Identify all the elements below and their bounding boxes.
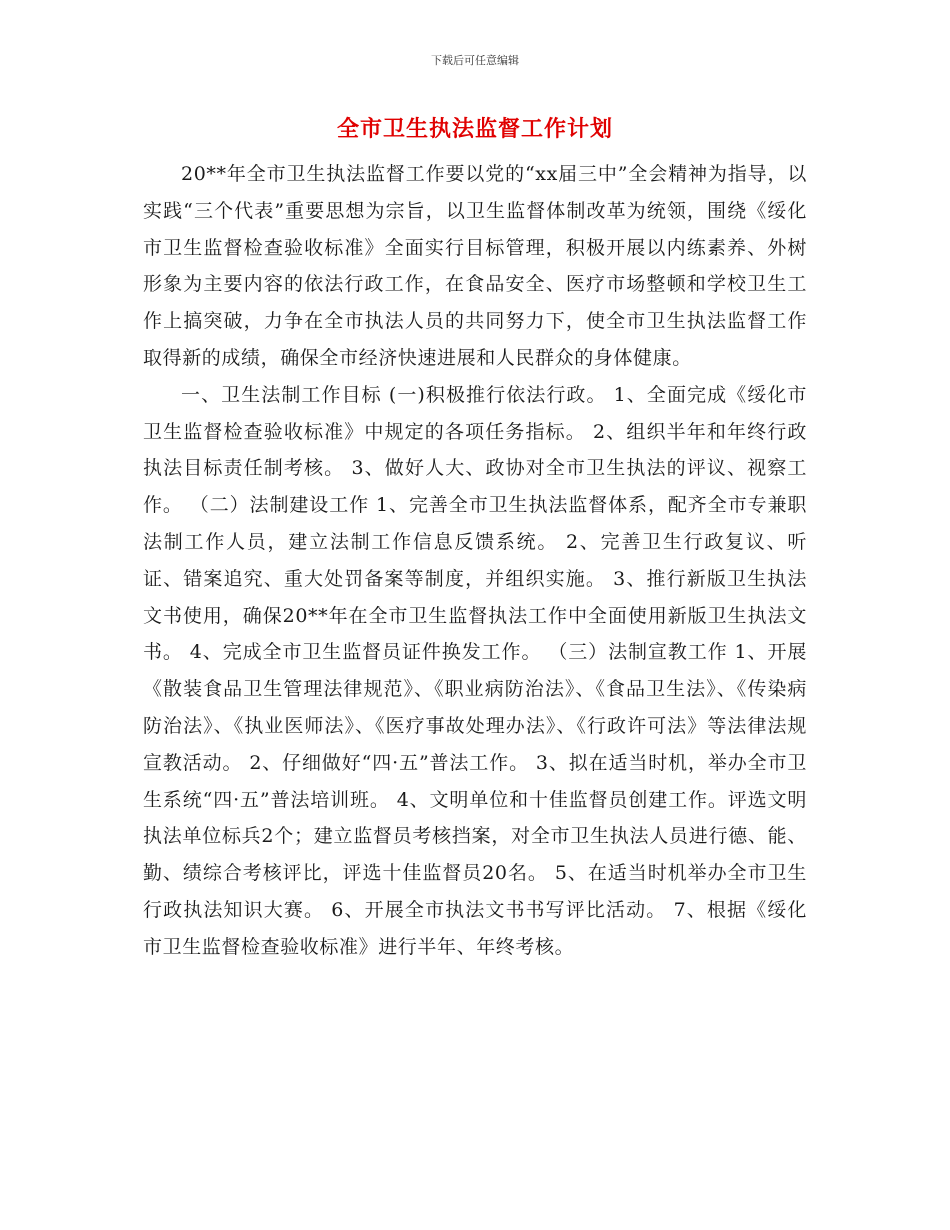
document-body <box>143 156 807 966</box>
paragraph-goals: 一、卫生法制工作目标 (一)积极推行依法行政。 1、全面完成《绥化市卫生监督检查验收标准》中规定的各项任务指标。 2、组织半年和年终行政执法目标责任制考核。 3、做好人大、政协对全市卫生执法的评议、视察工作。 （二）法制建设工作 1、完善全市卫生执法监督体系，配齐全市专兼职法制工作人员，建立法制工作信息反馈系统。 2、完善卫生行政复议、听证、错案追究、重大处罚备案等制度，并组织实施。 3、推行新版卫生执法文书使用，确保20**年在全市卫生监督执法工作中全面使用新版卫生执法文书。 4、完成全市卫生监督员证件换发工作。 （三）法制宣教工作 1、开展《散装食品卫生管理法律规范》、《职业病防治法》、《食品卫生法》、《传染病防治法》、《执业医师法》、《医疗事故处理办法》、《行政许可法》等法律法规宣教活动。 2、仔细做好“四·五”普法工作。 3、拟在适当时机，举办全市卫生系统“四·五”普法培训班。 4、文明单位和十佳监督员创建工作。评选文明执法单位标兵2个；建立监督员考核挡案，对全市卫生执法人员进行德、能、勤、绩综合考核评比，评选十佳监督员20名。 5、在适当时机举办全市卫生行政执法知识大赛。 6、开展全市执法文书书写评比活动。 7、根据《绥化市卫生监督检查验收标准》进行半年、年终考核。 <box>143 383 807 958</box>
document-title: 全市卫生执法监督工作计划 <box>336 117 613 142</box>
paragraph-intro: 20**年全市卫生执法监督工作要以党的“xx届三中”全会精神为指导，以实践“三个代表”重要思想为宗旨，以卫生监督体制改革为统领，围绕《绥化市卫生监督检查验收标准》全面实行目标管理，积极开展以内练素养、外树形象为主要内容的依法行政工作，在食品安全、医疗市场整顿和学校卫生工作上搞突破，力争在全市执法人员的共同努力下，使全市卫生执法监督工作取得新的成绩，确保全市经济快速进展和人民群众的身体健康。 <box>143 163 807 369</box>
header-note: 下载后可任意编辑 <box>431 54 519 67</box>
